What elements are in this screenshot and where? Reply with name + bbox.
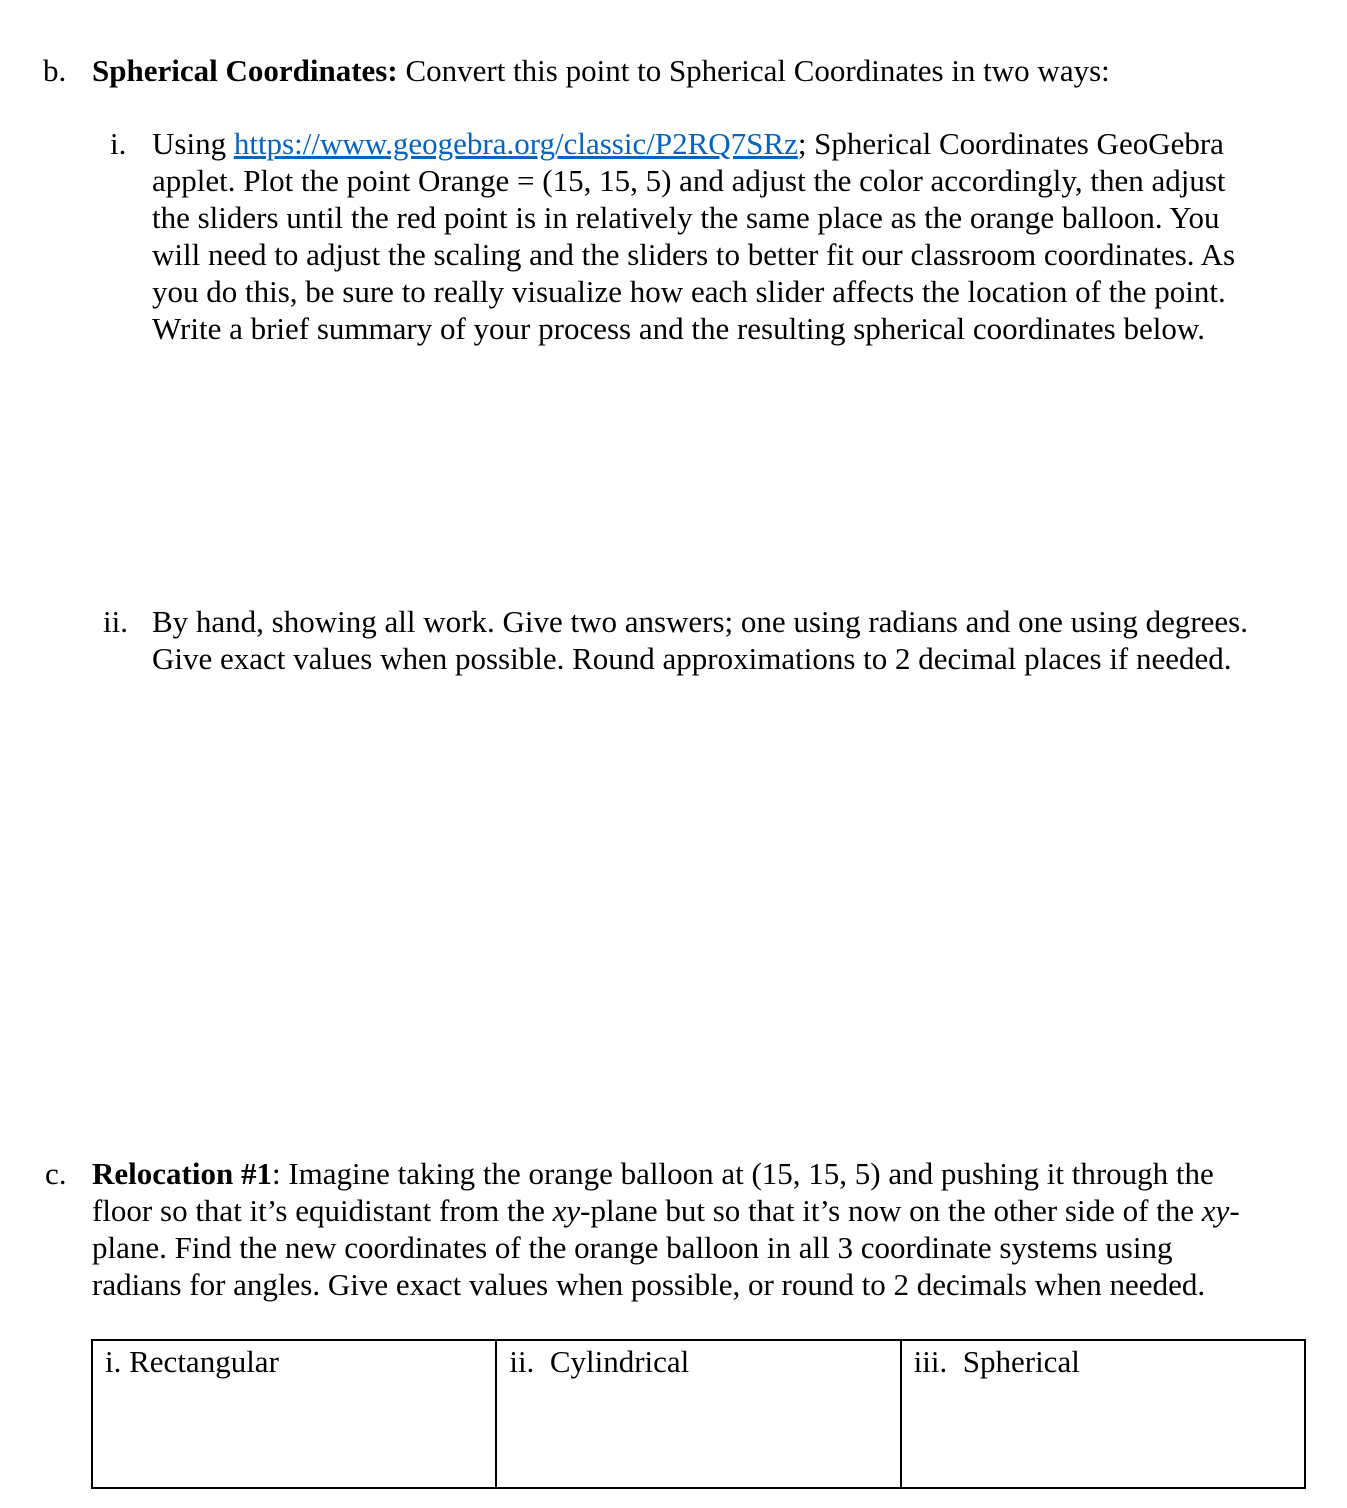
- item-ii-line1: By hand, showing all work. Give two answers; one using radians and one using degrees.: [152, 604, 1248, 639]
- item-ii-text: [152, 603, 1248, 677]
- cylindrical-cell[interactable]: [496, 1340, 900, 1488]
- item-i-line4: will need to adjust the scaling and the sliders to better fit our classroom coordinates. As: [152, 237, 1236, 272]
- rectangular-label: i. Rectangular: [105, 1344, 279, 1379]
- item-i-line1-post: ; Spherical Coordinates GeoGebra: [797, 126, 1224, 161]
- part-c-heading: Relocation #1: [92, 1156, 272, 1191]
- item-ii-marker: ii.: [103, 604, 128, 639]
- part-c-line2-post: -: [1229, 1193, 1240, 1228]
- part-c-line3: plane. Find the new coordinates of the orange balloon in all 3 coordinate systems using: [92, 1230, 1173, 1265]
- part-c-line1: : Imagine taking the orange balloon at (15, 15, 5) and pushing it through the: [271, 1156, 1214, 1191]
- item-ii-line2: Give exact values when possible. Round approximations to 2 decimal places if needed.: [152, 641, 1232, 676]
- geogebra-link[interactable]: https://www.geogebra.org/classic/P2RQ7SRz: [233, 126, 798, 161]
- item-i-marker: i.: [110, 126, 127, 161]
- part-b-intro: Convert this point to Spherical Coordinates in two ways:: [397, 53, 1110, 88]
- part-c-text: [92, 1155, 1240, 1303]
- item-i-line5: you do this, be sure to really visualize how each slider affects the location of the point.: [152, 274, 1226, 309]
- answer-table: [91, 1339, 1306, 1489]
- spherical-cell[interactable]: [901, 1340, 1305, 1488]
- item-i-line1-pre: Using: [152, 126, 234, 161]
- item-i-line3: the sliders until the red point is in relatively the same place as the orange balloon. You: [152, 200, 1220, 235]
- part-b-text: [92, 52, 1110, 89]
- xy-plane-term-1: xy: [552, 1193, 581, 1228]
- item-i-line6: Write a brief summary of your process and the resulting spherical coordinates below.: [152, 311, 1205, 346]
- spherical-label: iii. Spherical: [913, 1344, 1080, 1379]
- part-b-marker: b.: [43, 53, 67, 88]
- part-b-heading: Spherical Coordinates:: [92, 53, 398, 88]
- part-c-line2-pre: floor so that it’s equidistant from the: [92, 1193, 553, 1228]
- part-c-line2-mid: -plane but so that it’s now on the other side of the: [580, 1193, 1202, 1228]
- item-i-text: [152, 125, 1235, 347]
- answer-table-row: [92, 1340, 1305, 1488]
- part-c-line4: radians for angles. Give exact values when possible, or round to 2 decimals when needed.: [92, 1267, 1206, 1302]
- part-c-marker: c.: [45, 1156, 67, 1191]
- rectangular-cell[interactable]: [92, 1340, 496, 1488]
- item-i-line2: applet. Plot the point Orange = (15, 15, 5) and adjust the color accordingly, then adjust: [152, 163, 1226, 198]
- cylindrical-label: ii. Cylindrical: [509, 1344, 690, 1379]
- xy-plane-term-2: xy: [1201, 1193, 1230, 1228]
